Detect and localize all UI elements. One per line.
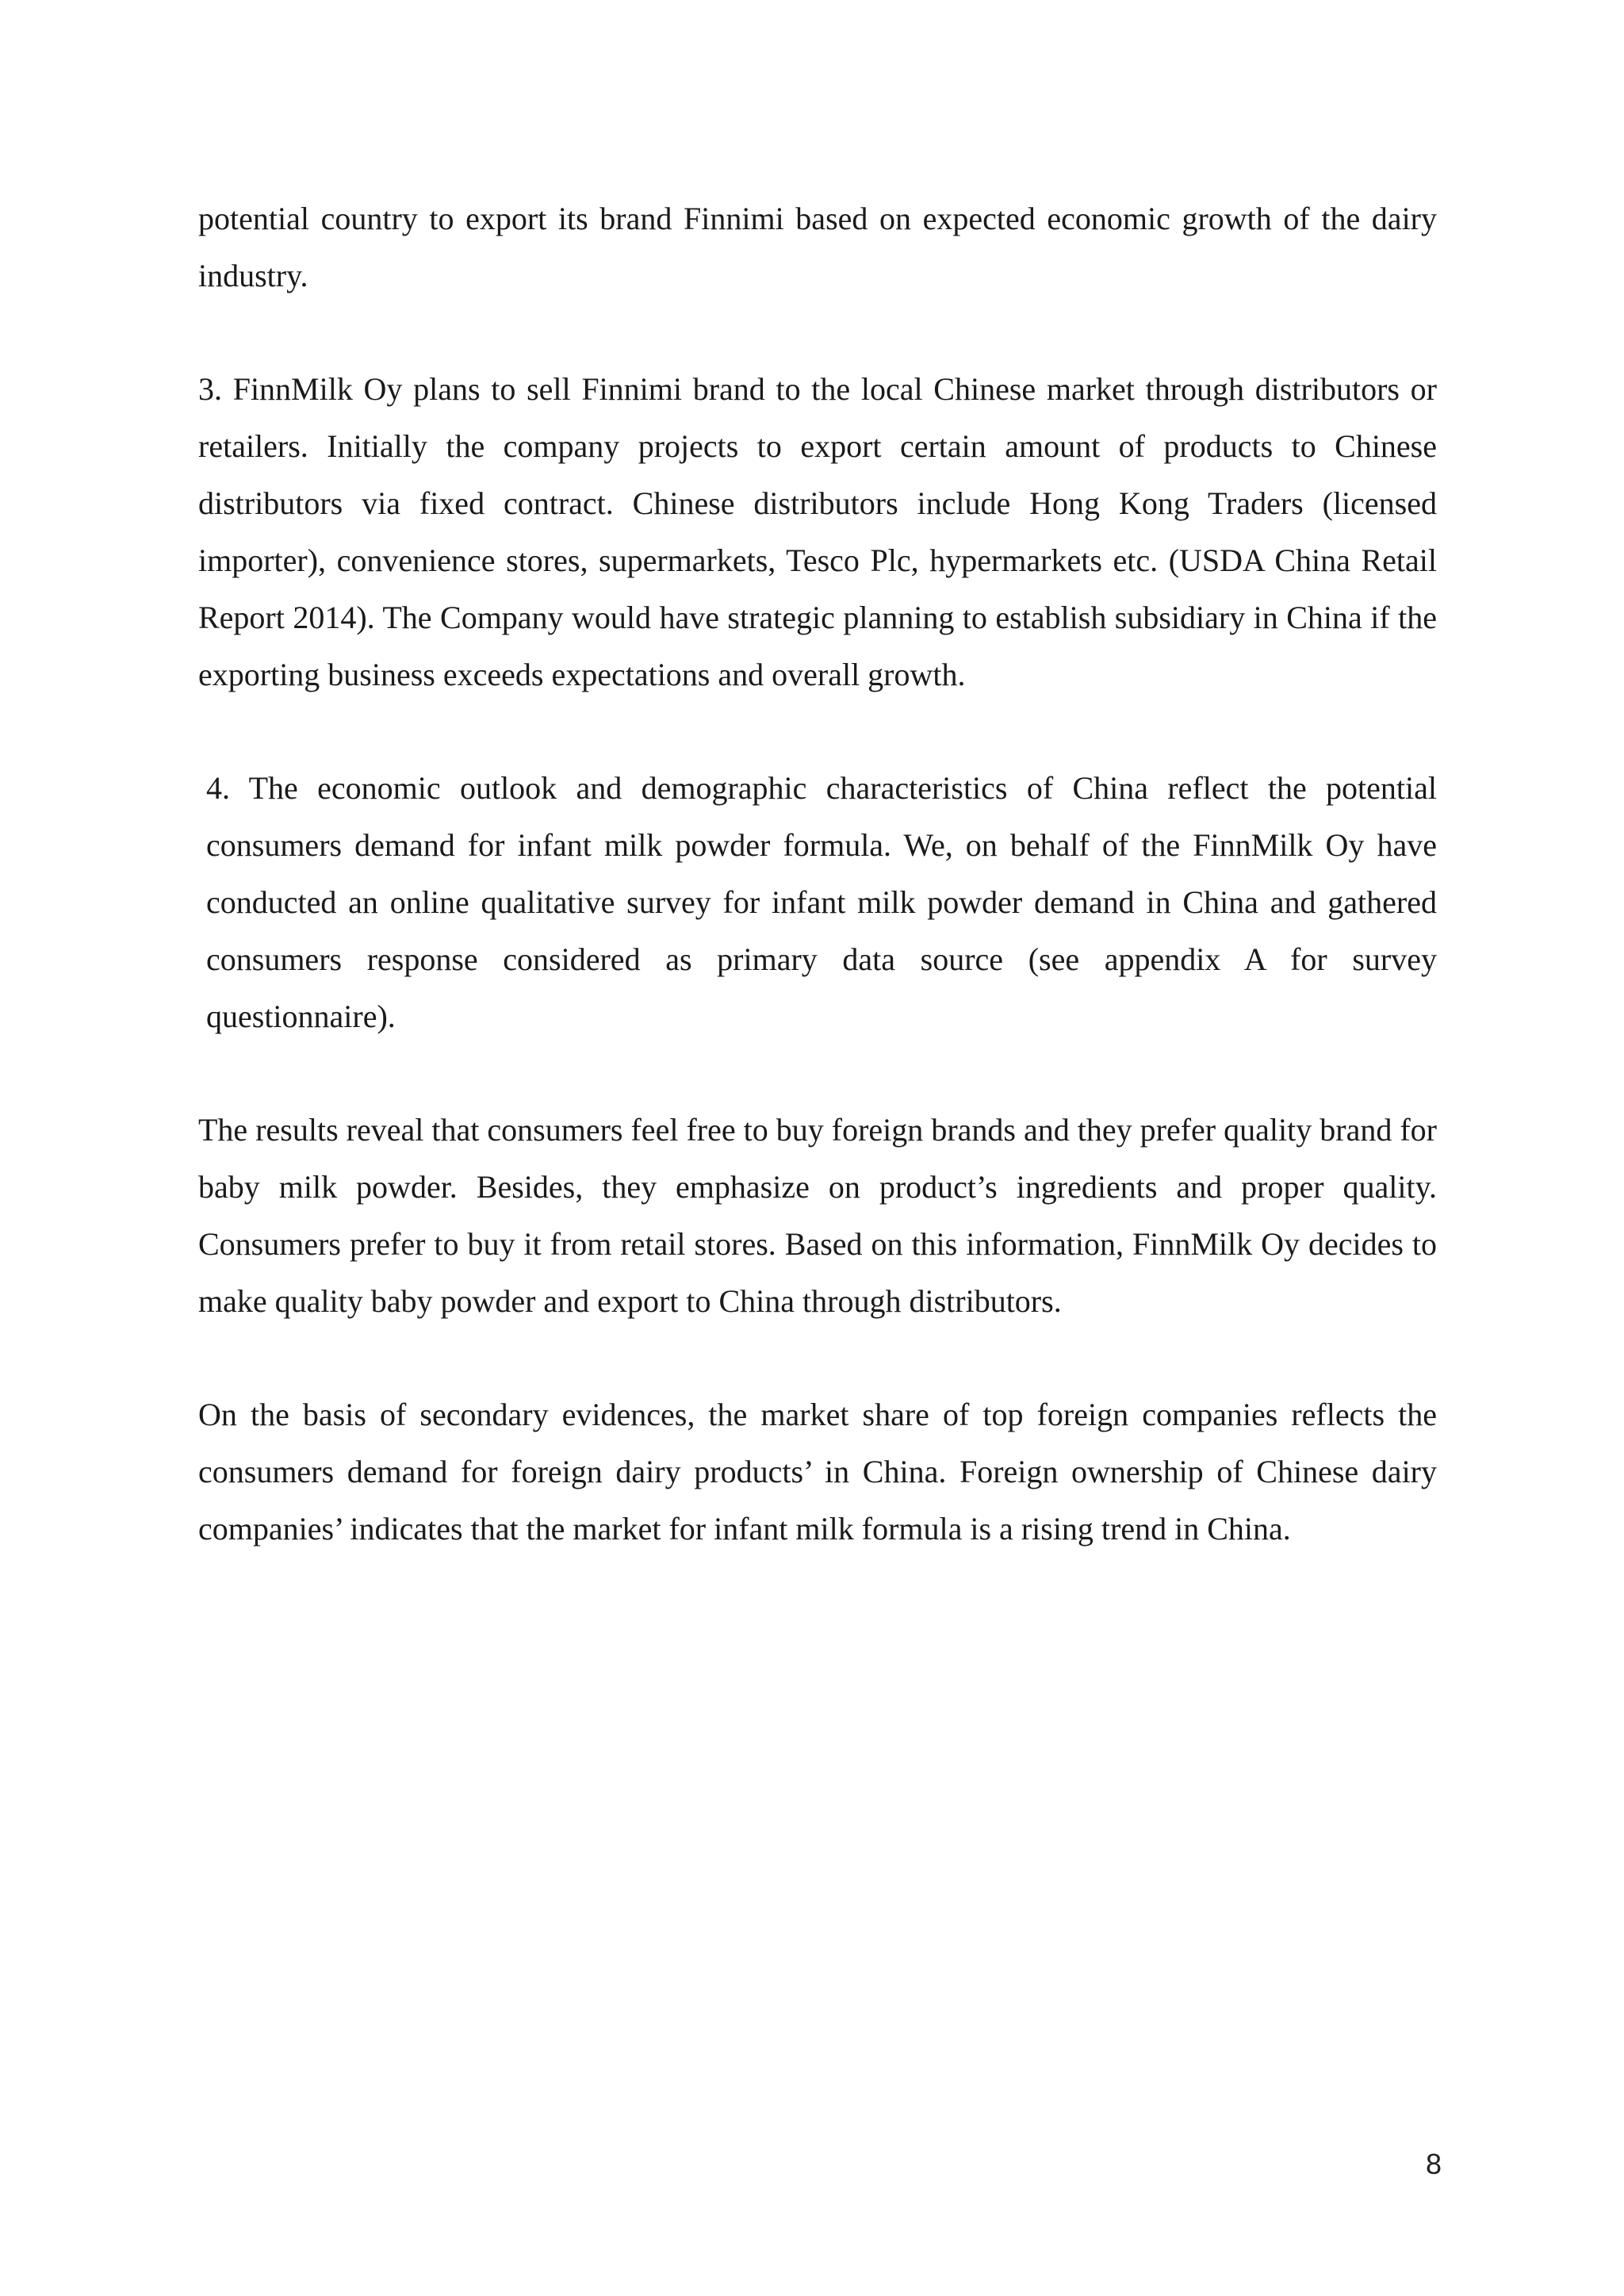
paragraph-secondary-evidence: On the basis of secondary evidences, the market share of top foreign companies reflects the consumers demand for foreign dairy products’ in China. Foreign ownership of Chinese dairy companies’ indicates that the market for infant milk formula is a rising trend in China. — [198, 1397, 1437, 1547]
paragraph-continuation: potential country to export its brand Finnimi based on expected economic growth of the dairy industry. — [198, 201, 1437, 293]
page-number: 8 — [1425, 2148, 1442, 2180]
paragraph-survey-results: The results reveal that consumers feel free to buy foreign brands and they prefer quality brand for baby milk powder. Besides, they emphasize on product’s ingredients and proper quality. Consumers prefer to buy it from retail stores. Based on this information, FinnMilk Oy decides to make quality baby powder and export to China through distributors. — [198, 1112, 1437, 1319]
paragraph-item-4: 4. The economic outlook and demographic characteristics of China reflect the potential consumers demand for infant milk powder formula. We, on behalf of the FinnMilk Oy have conducted an online qualitative survey for infant milk powder demand in China and gathered consumers response considered as primary data source (see appendix A for survey questionnaire). — [206, 770, 1437, 1034]
page-body — [198, 190, 1437, 1614]
paragraph-item-3: 3. FinnMilk Oy plans to sell Finnimi brand to the local Chinese market through distributors or retailers. Initially the company projects to export certain amount of products to Chinese distributors via fixed contract. Chinese distributors include Hong Kong Traders (licensed importer), convenience stores, supermarkets, Tesco Plc, hypermarkets etc. (USDA China Retail Report 2014). The Company would have strategic planning to establish subsidiary in China if the exporting business exceeds expectations and overall growth. — [198, 371, 1437, 692]
